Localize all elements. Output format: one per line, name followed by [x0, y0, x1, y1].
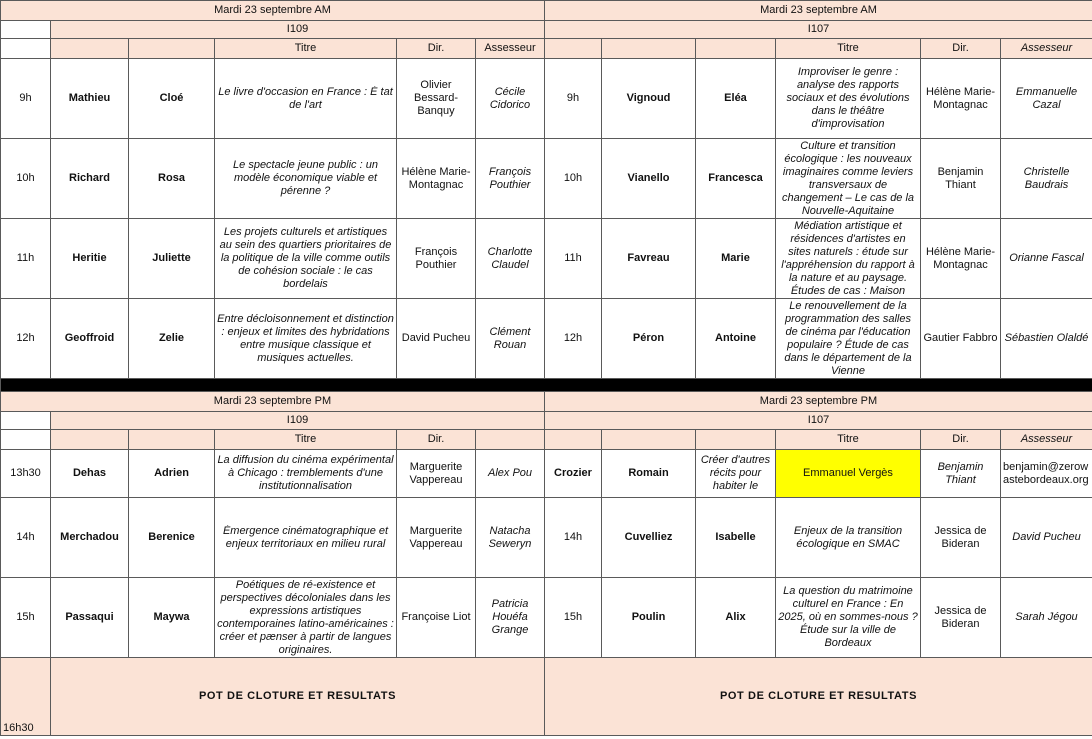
- student-first-name: Berenice: [129, 498, 215, 578]
- thesis-title: Émergence cinématographique et enjeux territoriaux en milieu rural: [222, 524, 389, 550]
- pm-column-header-row: [1, 430, 1092, 450]
- assessor-cell: François Pouthier: [476, 139, 545, 219]
- assessor-cell: Clément Rouan: [476, 299, 545, 379]
- time-cell: 11h: [1, 219, 51, 299]
- student-last-name: Favreau: [602, 219, 696, 299]
- pm-right-titre-header: Titre: [776, 430, 921, 450]
- student-first-name: Alix: [696, 578, 776, 658]
- am-left-assesseur-header: Assesseur: [476, 39, 545, 59]
- am-date-row: [1, 1, 1092, 21]
- student-first-name: Marie: [696, 219, 776, 299]
- time-cell: 12h: [1, 299, 51, 379]
- student-first-name: Antoine: [696, 299, 776, 379]
- time-cell: 14h: [545, 498, 602, 578]
- table-row: [1, 59, 1092, 139]
- director-cell: Jessica de Bideran: [921, 498, 1001, 578]
- table-row: [1, 139, 1092, 219]
- thesis-title: La diffusion du cinéma expérimental à Chicago : tremblements d'une institutionnalisation: [217, 454, 394, 492]
- student-first-name: Adrien: [129, 450, 215, 498]
- thesis-title: Le livre d'occasion en France : É tat de l'art: [218, 85, 393, 111]
- thesis-title: Culture et transition écologique : les nouveaux imaginaires comme leviers transversaux de changement – Le cas de la Nouvelle-Aquitaine: [781, 139, 915, 217]
- pm-room-row: [1, 412, 1092, 430]
- thesis-title: Le renouvellement de la programmation des salles de cinéma par l'éducation populaire ? Étude de cas dans le département de la Vienne: [784, 299, 912, 377]
- thesis-title: Entre décloisonnement et distinction : enjeux et limites des hybridations entre musique classique et musiques actuelles.: [217, 312, 394, 364]
- table-row: [1, 578, 1092, 658]
- director-cell: Hélène Marie-Montagnac: [921, 219, 1001, 299]
- assessor-cell: Christelle Baudrais: [1001, 139, 1092, 219]
- closing-right-label: POT DE CLOTURE ET RESULTATS: [545, 658, 1092, 736]
- pm-right-assesseur-header: Assesseur: [1001, 430, 1092, 450]
- student-last-name: Merchadou: [51, 498, 129, 578]
- director-cell: Hélène Marie-Montagnac: [397, 139, 476, 219]
- assessor-cell: Alex Pou: [476, 450, 545, 498]
- closing-left-label: POT DE CLOTURE ET RESULTATS: [51, 658, 545, 736]
- assessor-cell: David Pucheu: [1001, 498, 1092, 578]
- thesis-title: Enjeux de la transition écologique en SMAC: [793, 524, 903, 550]
- highlighted-cell: Emmanuel Vergès: [776, 450, 921, 498]
- thesis-title: Le spectacle jeune public : un modèle économique viable et pérenne ?: [233, 159, 378, 197]
- assessor-cell: Emmanuelle Cazal: [1001, 59, 1092, 139]
- thesis-title: Poétiques de ré-existence et perspectives décoloniales dans les expressions artistiques contemporaines latino-américaines : créer et pænser à partir de langues originaires.: [217, 578, 394, 656]
- am-right-dir-header: Dir.: [921, 39, 1001, 59]
- student-first-name: Francesca: [696, 139, 776, 219]
- closing-row: [1, 658, 1092, 736]
- time-cell: 10h: [1, 139, 51, 219]
- table-row: [1, 450, 1092, 498]
- pm-left-room: I109: [51, 412, 545, 430]
- student-last-name: Geoffroid: [51, 299, 129, 379]
- pm-right-room: I107: [545, 412, 1092, 430]
- time-cell: 9h: [545, 59, 602, 139]
- student-last-name: Poulin: [602, 578, 696, 658]
- closing-time: 16h30: [1, 658, 51, 736]
- time-cell: 9h: [1, 59, 51, 139]
- am-right-titre-header: Titre: [776, 39, 921, 59]
- assessor-cell: Sarah Jégou: [1001, 578, 1092, 658]
- thesis-title: Les projets culturels et artistiques au sein des quartiers prioritaires de la politique de la ville comme outils de cohésion sociale : le cas bordelais: [219, 226, 392, 290]
- student-first-name: Rosa: [129, 139, 215, 219]
- director-cell: Benjamin Thiant: [921, 139, 1001, 219]
- thesis-title: Médiation artistique et résidences d'artistes en sites naturels : étude sur l'appréhension du rapport à la nature et au paysage. Études de cas : Maison: [781, 219, 915, 297]
- student-first-name: Zelie: [129, 299, 215, 379]
- am-room-row: [1, 21, 1092, 39]
- pm-right-date: Mardi 23 septembre PM: [545, 392, 1092, 412]
- student-last-name: Vignoud: [602, 59, 696, 139]
- assessor-cell: Charlotte Claudel: [476, 219, 545, 299]
- director-cell: Gautier Fabbro: [921, 299, 1001, 379]
- student-last-name: Dehas: [51, 450, 129, 498]
- thesis-title: Improviser le genre : analyse des rapports sociaux et des évolutions dans le théâtre d'improvisation: [786, 66, 910, 130]
- pm-left-dir-header: Dir.: [397, 430, 476, 450]
- student-last-name: Cuvelliez: [602, 498, 696, 578]
- director-cell: Benjamin Thiant: [921, 450, 1001, 498]
- director-cell: Marguerite Vappereau: [397, 450, 476, 498]
- student-first-name: Romain: [602, 450, 696, 498]
- assessor-cell: Orianne Fascal: [1001, 219, 1092, 299]
- table-row: [1, 219, 1092, 299]
- student-last-name: Passaqui: [51, 578, 129, 658]
- director-cell: Françoise Liot: [397, 578, 476, 658]
- director-cell: Hélène Marie-Montagnac: [921, 59, 1001, 139]
- student-last-name: Crozier: [545, 450, 602, 498]
- student-first-name: Maywa: [129, 578, 215, 658]
- director-cell: François Pouthier: [397, 219, 476, 299]
- am-left-titre-header: Titre: [215, 39, 397, 59]
- time-cell: 10h: [545, 139, 602, 219]
- student-first-name: Cloé: [129, 59, 215, 139]
- student-last-name: Vianello: [602, 139, 696, 219]
- am-right-room: I107: [545, 21, 1092, 39]
- student-first-name: Isabelle: [696, 498, 776, 578]
- director-cell: Olivier Bessard-Banquy: [397, 59, 476, 139]
- table-row: [1, 299, 1092, 379]
- student-last-name: Richard: [51, 139, 129, 219]
- am-column-header-row: [1, 39, 1092, 59]
- time-cell: 15h: [1, 578, 51, 658]
- student-last-name: Péron: [602, 299, 696, 379]
- time-cell: 12h: [545, 299, 602, 379]
- am-left-date: Mardi 23 septembre AM: [1, 1, 545, 21]
- time-cell: 14h: [1, 498, 51, 578]
- time-cell: 15h: [545, 578, 602, 658]
- section-separator: [1, 379, 1092, 392]
- assessor-cell: Patricia Houéfa Grange: [476, 578, 545, 658]
- director-cell: Jessica de Bideran: [921, 578, 1001, 658]
- director-cell: Marguerite Vappereau: [397, 498, 476, 578]
- assessor-cell: Sébastien Olaldé: [1001, 299, 1092, 379]
- student-last-name: Heritie: [51, 219, 129, 299]
- student-first-name: Juliette: [129, 219, 215, 299]
- assessor-cell: Natacha Seweryn: [476, 498, 545, 578]
- assessor-cell: Cécile Cidorico: [476, 59, 545, 139]
- pm-date-row: [1, 392, 1092, 412]
- time-cell: 13h30: [1, 450, 51, 498]
- student-last-name: Mathieu: [51, 59, 129, 139]
- table-row: [1, 498, 1092, 578]
- am-right-assesseur-header: Assesseur: [1001, 39, 1092, 59]
- thesis-title: La question du matrimoine culturel en France : En 2025, où en sommes-nous ? Étude sur la ville de Bordeaux: [778, 585, 918, 649]
- time-cell: 11h: [545, 219, 602, 299]
- am-right-date: Mardi 23 septembre AM: [545, 1, 1092, 21]
- thesis-title: Créer d'autres récits pour habiter le: [700, 454, 771, 492]
- pm-left-titre-header: Titre: [215, 430, 397, 450]
- email-cell: benjamin@zerowastebordeaux.org: [1001, 450, 1092, 498]
- am-left-room: I109: [51, 21, 545, 39]
- student-first-name: Eléa: [696, 59, 776, 139]
- am-left-dir-header: Dir.: [397, 39, 476, 59]
- pm-right-dir-header: Dir.: [921, 430, 1001, 450]
- director-cell: David Pucheu: [397, 299, 476, 379]
- pm-left-date: Mardi 23 septembre PM: [1, 392, 545, 412]
